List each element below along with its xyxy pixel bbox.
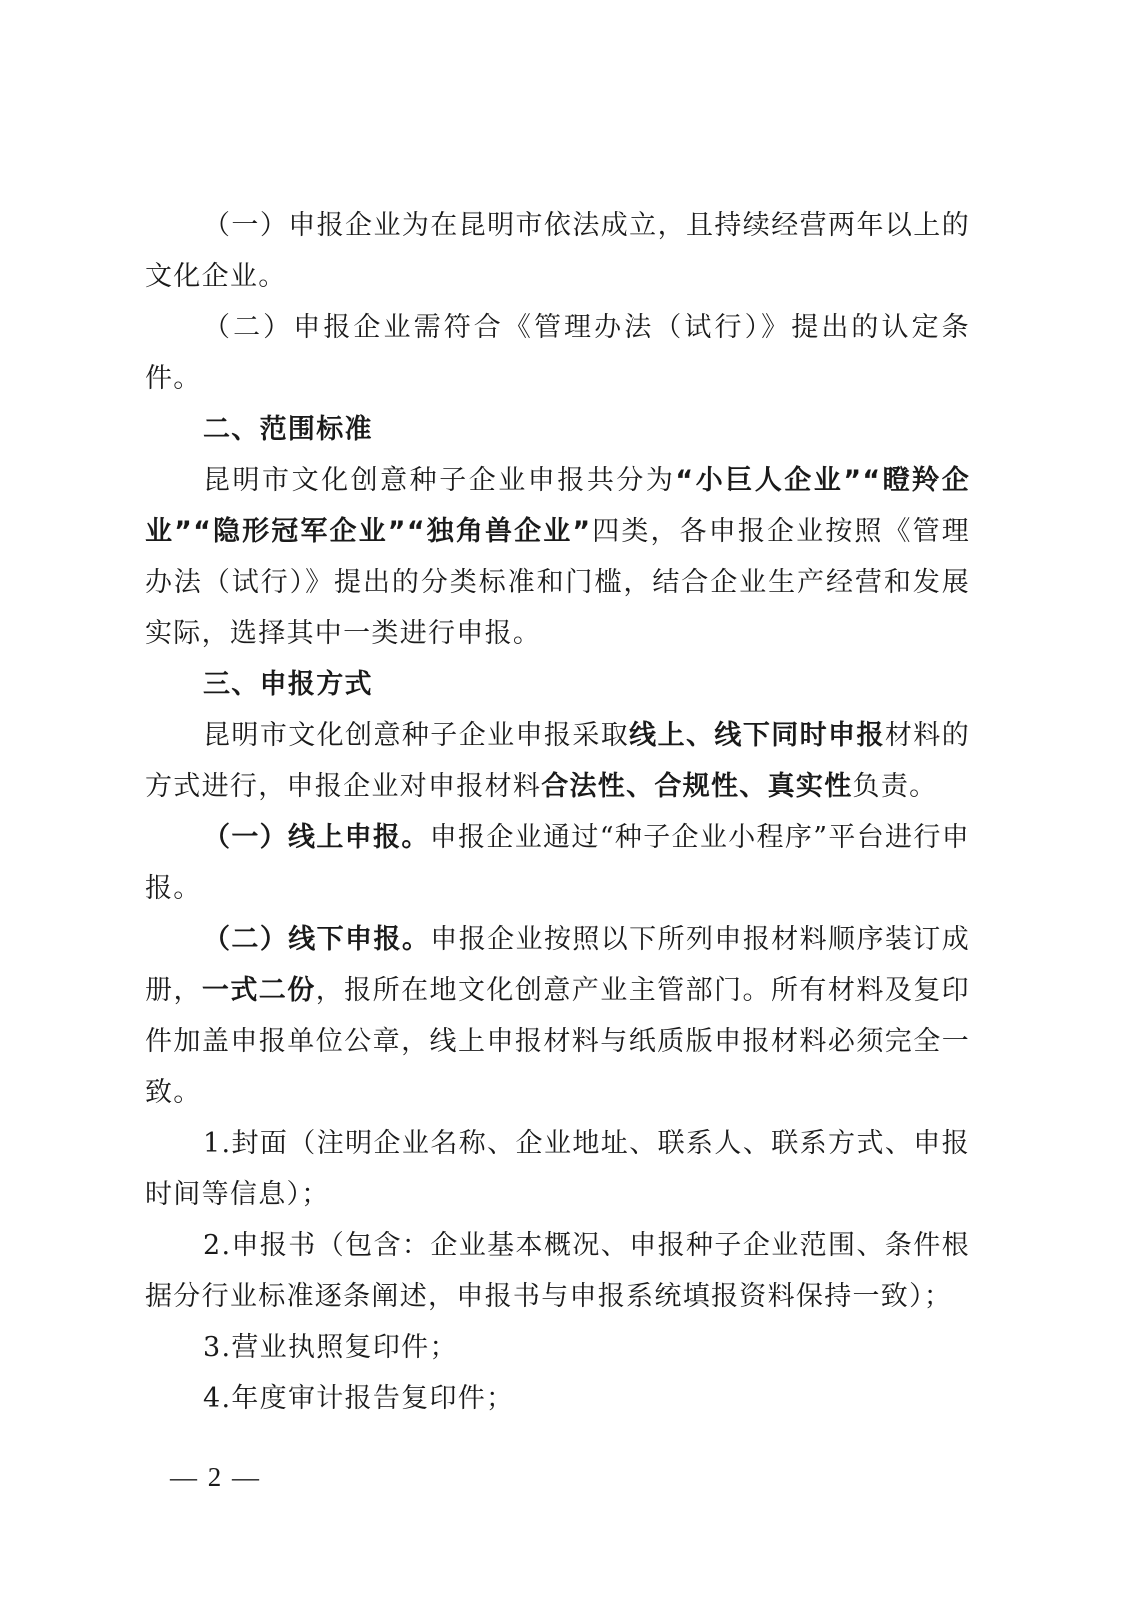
paragraph-offline-text-1: 申报企业按照以下所列申报材料顺序装订成册， — [145, 924, 970, 1006]
paragraph-scope-text-1: 昆明市文化创意种子企业申报共分为 — [203, 465, 676, 496]
document-body — [145, 200, 970, 1424]
list-item-application: 2.申报书（包含：企业基本概况、申报种子企业范围、条件根据分行业标准逐条阐述，申报书与申报系统填报资料保持一致）； — [145, 1230, 970, 1312]
list-item-license: 3.营业执照复印件； — [203, 1332, 458, 1363]
page-number: — 2 — — [170, 1462, 261, 1492]
paragraph-scope — [145, 455, 970, 659]
paragraph-method-emphasis-1: 线上、线下同时申报 — [629, 720, 885, 751]
paragraph-scope-text-2: 四类，各申报企业按照《管理办法（试行）》提出的分类标准和门槛，结合企业生产经营和发展实际，选择其中一类进行申报。 — [145, 516, 970, 649]
paragraph-offline — [145, 914, 970, 1118]
paragraph-online-text: 申报企业通过“种子企业小程序”平台进行申报。 — [145, 822, 971, 904]
paragraph-offline-text-2: ，报所在地文化创意产业主管部门。所有材料及复印件加盖申报单位公章，线上申报材料与纸质版申报材料必须完全一致。 — [145, 975, 970, 1108]
paragraph-method-text-2: 材料的方式进行，申报企业对申报材料 — [145, 720, 970, 802]
paragraph-requirement-1: （一）申报企业为在昆明市依法成立，且持续经营两年以上的文化企业。 — [145, 210, 970, 292]
paragraph-method-text-1: 昆明市文化创意种子企业申报采取 — [203, 720, 630, 751]
section-heading-method: 三、申报方式 — [203, 669, 373, 700]
section-heading-scope: 二、范围标准 — [203, 414, 373, 445]
paragraph-method-emphasis-2: 合法性、合规性、真实性 — [541, 771, 853, 802]
list-item-audit-report: 4.年度审计报告复印件； — [203, 1383, 515, 1414]
paragraph-method-text-3: 负责。 — [852, 771, 938, 802]
list-item-cover: 1.封面（注明企业名称、企业地址、联系人、联系方式、申报时间等信息）； — [145, 1128, 970, 1210]
paragraph-online-label: （一）线上申报。 — [203, 822, 430, 853]
paragraph-offline-label: （二）线下申报。 — [203, 924, 431, 955]
paragraph-scope-categories: “小巨人企业”“瞪羚企业”“隐形冠军企业”“独角兽企业” — [145, 465, 970, 547]
paragraph-online — [145, 812, 970, 914]
paragraph-requirement-2: （二）申报企业需符合《管理办法（试行）》提出的认定条件。 — [145, 312, 970, 394]
paragraph-offline-copies: 一式二份 — [201, 975, 316, 1006]
paragraph-method — [145, 710, 970, 812]
